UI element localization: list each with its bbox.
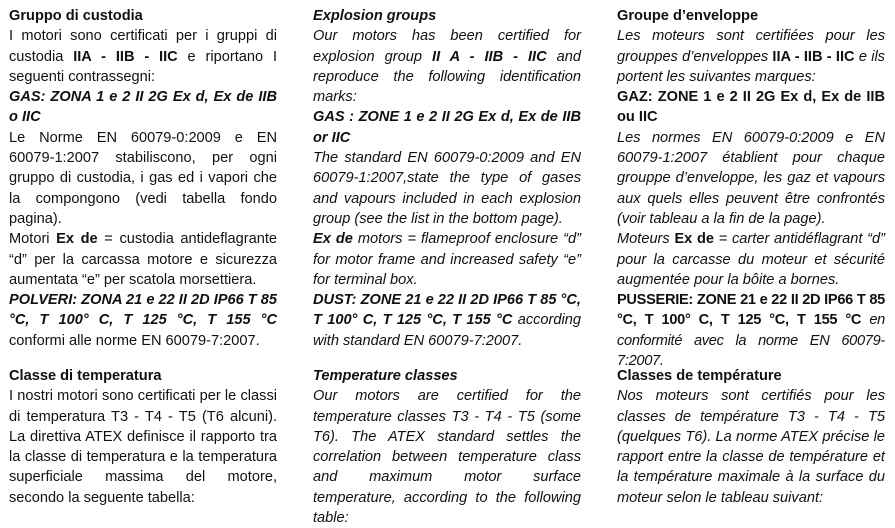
italian-temperature-section <box>9 366 277 508</box>
heading-explosion-group-en: Explosion groups <box>313 8 437 24</box>
paragraph-ex-de-en: Ex de motors = flameproof enclosure “d” for motor frame and increased safety “e” for terminal box. <box>313 231 581 288</box>
french-temperature-section <box>617 366 885 508</box>
french-column <box>617 6 885 371</box>
heading-explosion-group-it: Gruppo di custodia <box>9 8 143 24</box>
paragraph-ex-de-fr: Moteurs Ex de = carter antidéflagrant “d” pour la carcasse du moteur et sécurité augmentée pour la bôite a bornes. <box>617 231 886 288</box>
dust-marking-it: POLVERI: ZONA 21 e 22 II 2D IP66 T 85 °C, T 100° C, T 125 °C, T 155 °C conformi alle norme EN 60079-7:2007. <box>9 292 277 349</box>
paragraph-certification-fr: Les moteurs sont certifiées pour les grouppes d’enveloppes IIA - IIB - IIC e ils portent les suivantes marques: <box>617 28 885 85</box>
english-temperature-section <box>313 366 581 528</box>
paragraph-certification-en: Our motors has been certified for explosion group II A - IIB - IIC and reproduce the following identification marks: <box>313 28 581 106</box>
paragraph-temperature-it: I nostri motori sono certificati per le classi di temperatura T3 - T4 - T5 (T6 alcuni). La direttiva ATEX definisce il rapporto tra la classe di temperatura e la temperatura superficiale massima del motore, secondo la seguente tabella: <box>9 388 277 506</box>
paragraph-standards-it: Le Norme EN 60079-0:2009 e EN 60079-1:2007 stabiliscono, per ogni gruppo di custodia, i gas ed i vapori che la compongono (vedi tabella fondo pagina). <box>9 129 277 227</box>
heading-temperature-fr: Classes de température <box>617 368 782 384</box>
paragraph-certification-it: I motori sono certificati per i gruppi di custodia IIA - IIB - IIC e riportano I seguenti contrassegni: <box>9 28 277 85</box>
gas-marking-it: GAS: ZONA 1 e 2 II 2G Ex d, Ex de IIB o IIC <box>9 89 277 126</box>
paragraph-ex-de-it: Motori Ex de = custodia antideflagrante “d” per la carcassa motore e sicurezza aumentata “e” per scatola morsettiera. <box>9 231 277 288</box>
paragraph-standards-en: The standard EN 60079-0:2009 and EN 60079-1:2007,state the type of gases and vapours included in each explosion group (see the list in the bottom page). <box>313 150 581 227</box>
dust-marking-en: DUST: ZONE 21 e 22 II 2D IP66 T 85 °C, T 100° C, T 125 °C, T 155 °C according with standard EN 60079-7:2007. <box>313 292 581 349</box>
paragraph-standards-fr: Les normes EN 60079-0:2009 e EN 60079-1:2007 établient pour chaque grouppe d’enveloppe, les gaz et vapours aux quels elles peuvent être confrontés (voir tableau a la fin de la page). <box>617 129 885 227</box>
heading-explosion-group-fr: Groupe d’enveloppe <box>617 8 759 24</box>
italian-column <box>9 6 277 351</box>
gas-marking-en: GAS : ZONE 1 e 2 II 2G Ex d, Ex de IIB or IIC <box>313 109 581 146</box>
gas-marking-fr: GAZ: ZONE 1 e 2 II 2G Ex d, Ex de IIB ou IIC <box>617 89 885 126</box>
paragraph-temperature-en: Our motors are certified for the temperature classes T3 - T4 - T5 (some T6). The ATEX standard settles the correlation between temperature class and maximum motor surface temperature, according to the following table: <box>313 388 581 527</box>
paragraph-temperature-fr: Nos moteurs sont certifiés pour les classes de température T3 - T4 - T5 (quelques T6). La norme ATEX précise le rapport entre la classe de température et la température maximale à la surface du moteur selon le tableau suivant: <box>617 388 885 506</box>
heading-temperature-en: Temperature classes <box>313 368 458 384</box>
dust-marking-fr: PUSSERIE: ZONE 21 e 22 II 2D IP66 T 85 °C, T 100° C, T 125 °C, T 155 °C en conformité avec la norme EN 60079-7:2007. <box>617 292 885 370</box>
english-column <box>313 6 581 351</box>
heading-temperature-it: Classe di temperatura <box>9 368 162 384</box>
